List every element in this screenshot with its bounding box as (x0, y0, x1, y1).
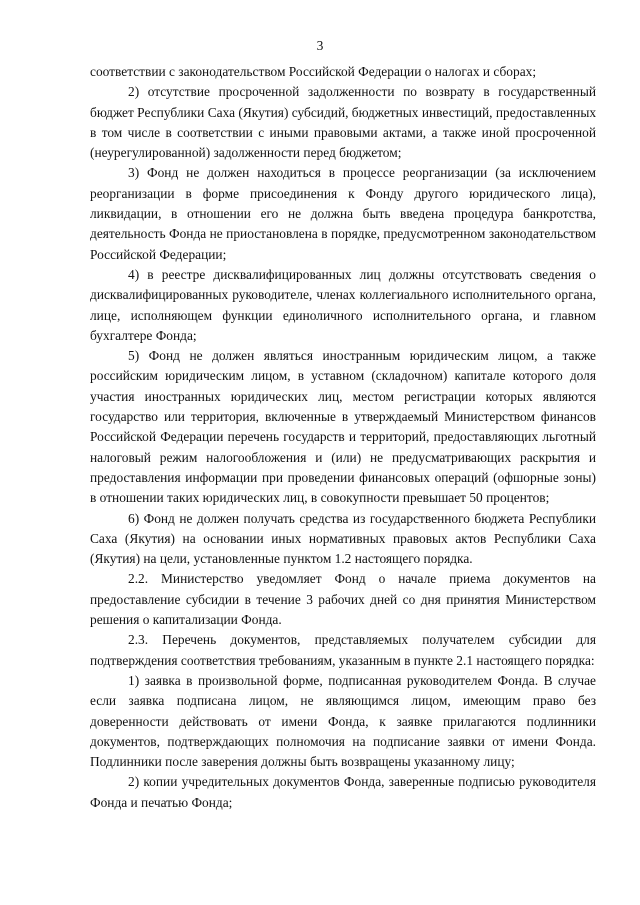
document-body (90, 62, 596, 813)
paragraph-item-3: 3) Фонд не должен находиться в процессе реорганизации (за исключением реорганизации в форме присоединения к Фонду другого юридического лица), ликвидации, в отношении его не должна быть введена процедура банкротства, деятельность Фонда не приостановлена в порядке, предусмотренном законодательством Российской Федерации; (90, 165, 596, 262)
paragraph-item-5: 5) Фонд не должен являться иностранным юридическим лицом, а также российским юридическим лицом, в уставном (складочном) капитале которого доля участия иностранных юридических лиц, местом регистрации которых являются государство или территория, включенные в утверждаемый Министерством финансов Российской Федерации перечень государств и территорий, предоставляющих льготный налоговый режим налогообложения и (или) не предусматривающих раскрытия и предоставления информации при проведении финансовых операций (офшорные зоны) в отношении таких юридических лиц, в совокупности превышает 50 процентов; (90, 348, 596, 506)
paragraph-doc-item-2: 2) копии учредительных документов Фонда, заверенные подписью руководителя Фонда и печатью Фонда; (90, 774, 596, 810)
paragraph-section-2-2: 2.2. Министерство уведомляет Фонд о начале приема документов на предоставление субсидии в течение 3 рабочих дней со дня принятия Министерством решения о капитализации Фонда. (90, 571, 596, 628)
paragraph-item-4: 4) в реестре дисквалифицированных лиц должны отсутствовать сведения о дисквалифицированных руководителе, членах коллегиального исполнительного органа, лице, исполняющем функции единоличного исполнительного органа, и главном бухгалтере Фонда; (90, 266, 596, 343)
paragraph-item-6: 6) Фонд не должен получать средства из государственного бюджета Республики Саха (Якутия) на основании иных нормативных правовых актов Республики Саха (Якутия) на цели, установленные пунктом 1.2 настоящего порядка. (90, 510, 596, 567)
paragraph-doc-item-1: 1) заявка в произвольной форме, подписанная руководителем Фонда. В случае если заявка подписана лицом, не являющимся лицом, имеющим право без доверенности действовать от имени Фонда, к заявке прилагаются подлинники документов, подтверждающих полномочия на подписание заявки от имени Фонда. Подлинники после заверения должны быть возвращены указанному лицу; (90, 672, 596, 770)
page-number: 3 (316, 38, 324, 53)
paragraph-continuation: соответствии с законодательством Российской Федерации о налогах и сборах; (90, 64, 537, 79)
paragraph-item-2: 2) отсутствие просроченной задолженности по возврату в государственный бюджет Республики Саха (Якутия) субсидий, бюджетных инвестиций, предоставленных в том числе в соответствии с иными правовыми актами, а также иной просроченной (неурегулированной) задолженности перед бюджетом; (90, 84, 597, 161)
paragraph-section-2-3: 2.3. Перечень документов, представляемых получателем субсидии для подтверждения соответствия требованиям, указанным в пункте 2.1 настоящего порядка: (90, 632, 596, 668)
